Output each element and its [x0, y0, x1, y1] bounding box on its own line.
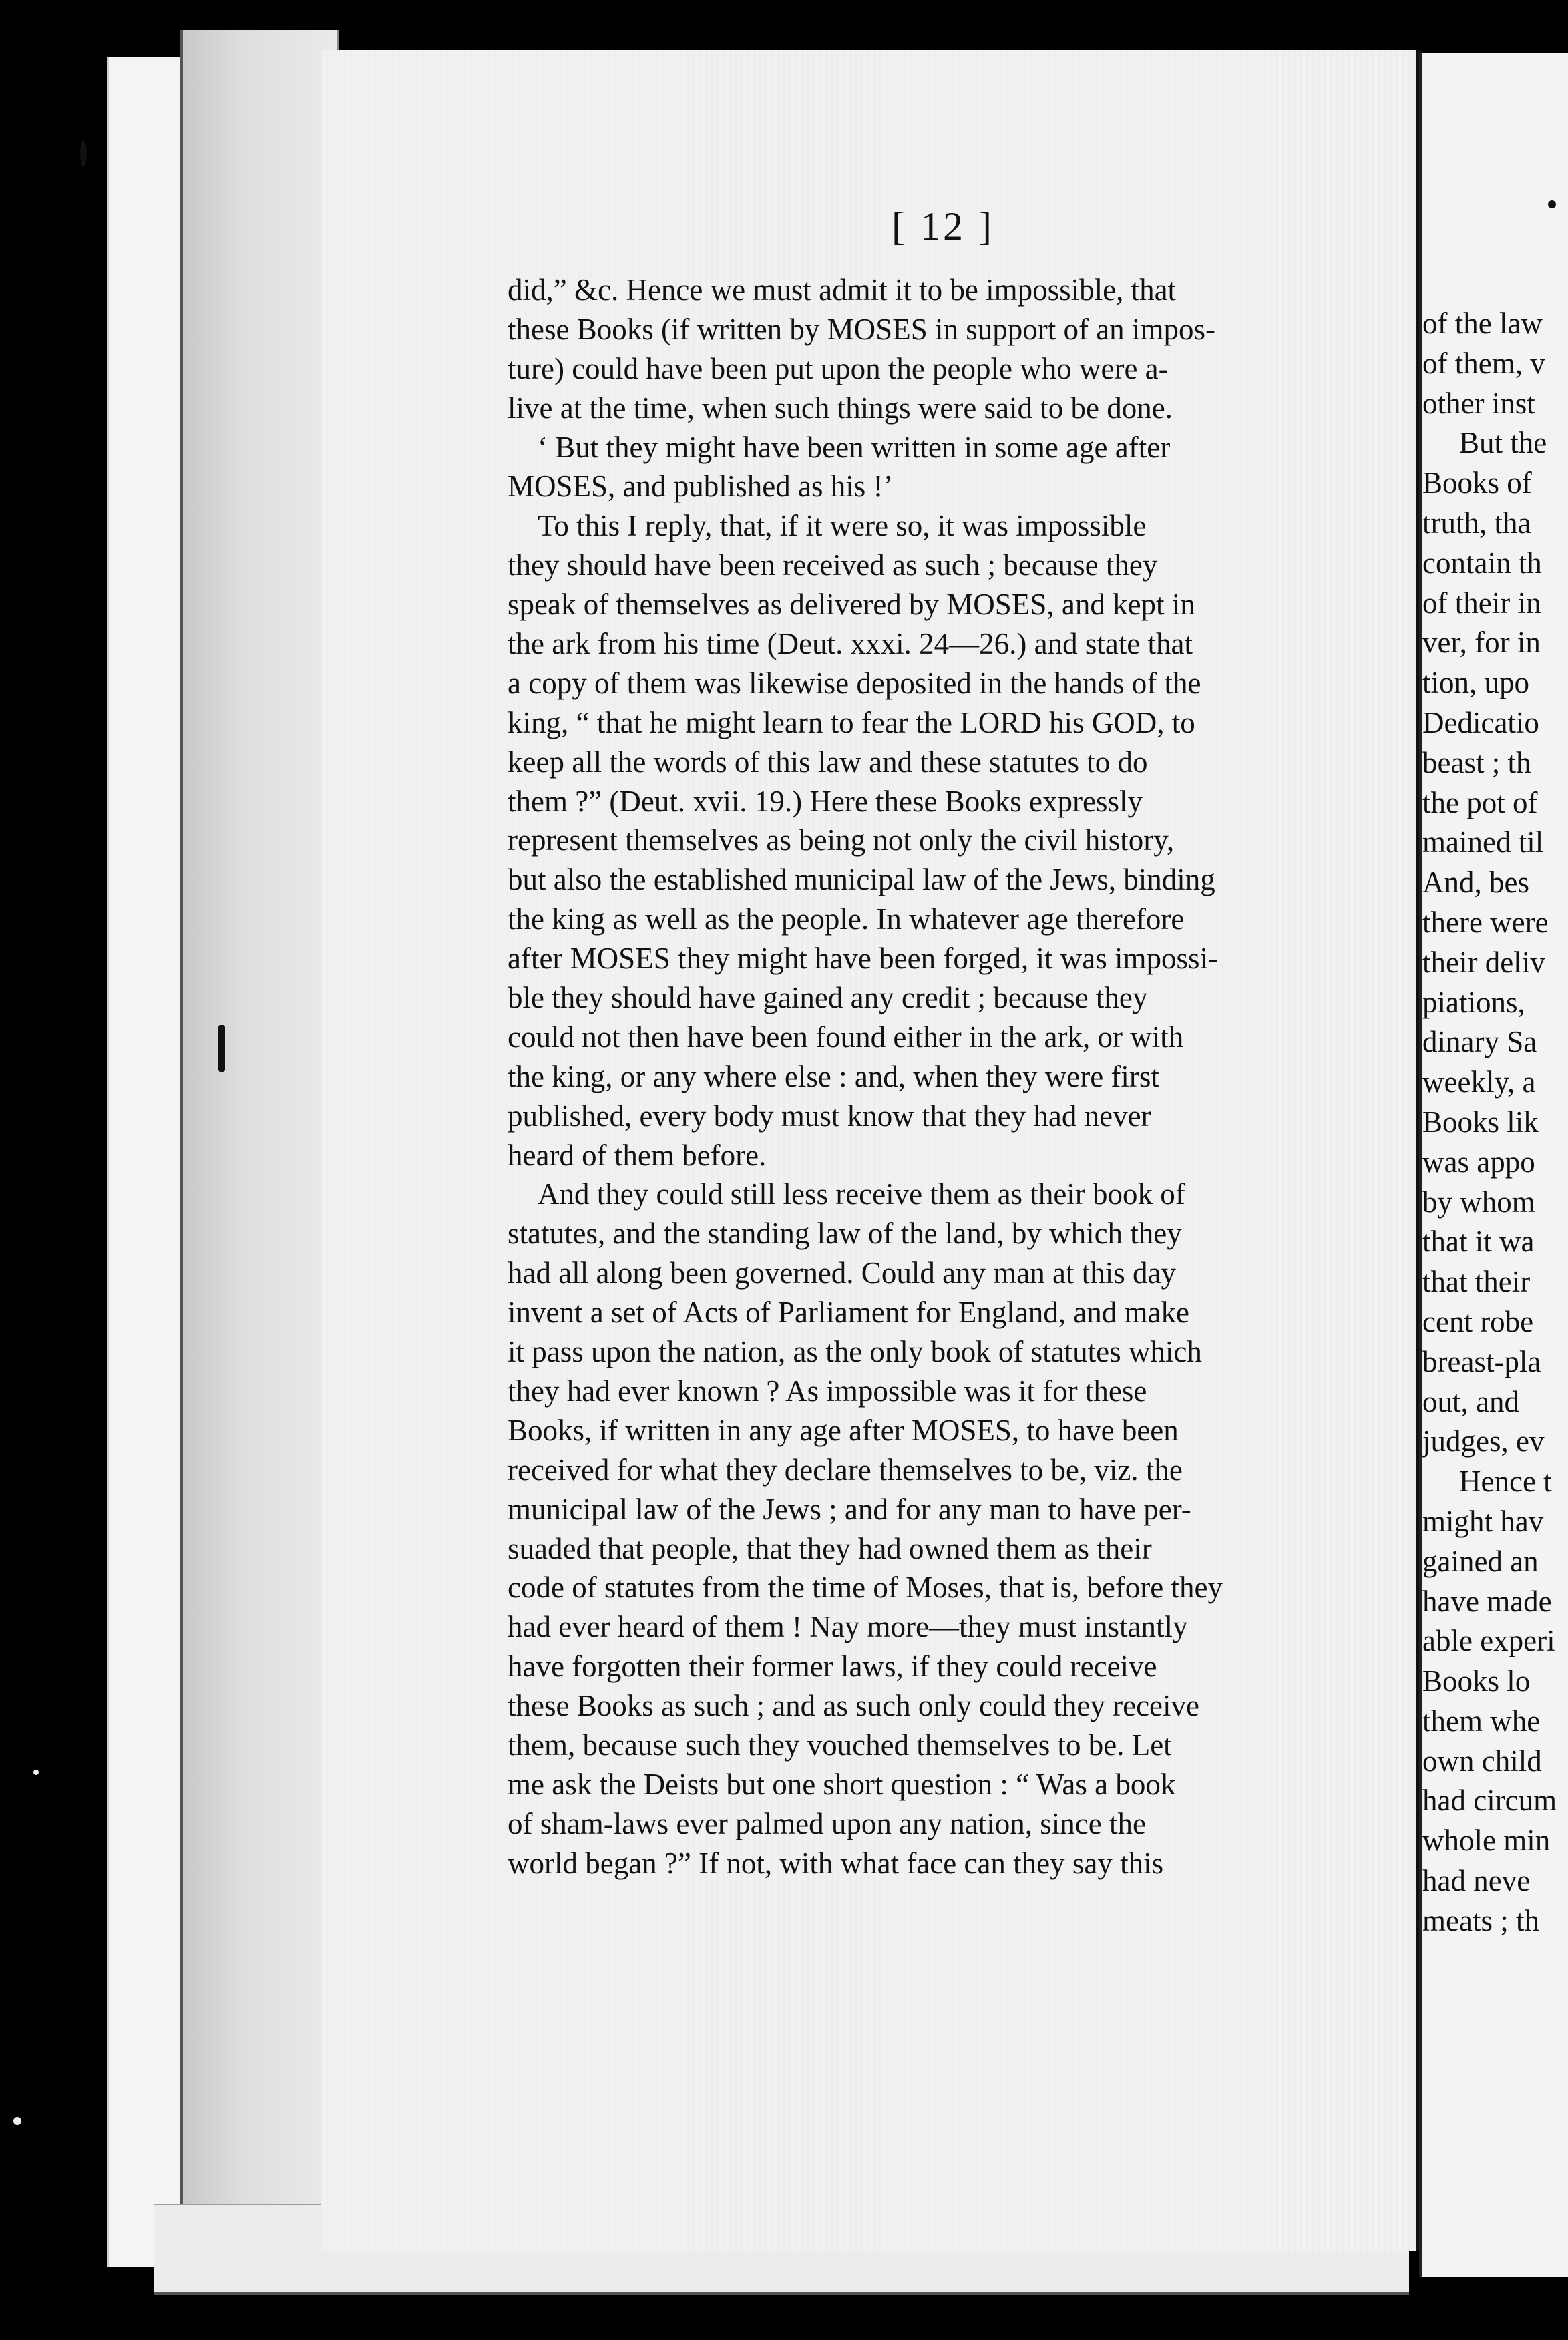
text-line: mained til: [1422, 825, 1544, 859]
text-line: invent a set of Acts of Parliament for England, and make: [508, 1296, 1189, 1330]
text-line: able experi: [1422, 1624, 1555, 1658]
text-line: beast ; th: [1422, 745, 1531, 779]
worn-leaf-edge: [180, 30, 339, 2214]
text-line: represent themselves as being not only the civil history,: [508, 823, 1175, 857]
text-line: world began ?” If not, with what face can they say this: [508, 1846, 1164, 1880]
text-line: had all along been governed. Could any man at this day: [508, 1256, 1176, 1290]
text-line: judges, ev: [1422, 1424, 1545, 1458]
text-line: there were: [1422, 905, 1549, 939]
text-line: meats ; th: [1422, 1903, 1539, 1937]
left-page-body-text: [508, 270, 1402, 1883]
text-line: municipal law of the Jews ; and for any man to have per-: [508, 1492, 1191, 1526]
text-line: And, bes: [1422, 865, 1529, 900]
scan-speck: [218, 1025, 225, 1072]
text-line: And they could still less receive them as their book of: [538, 1177, 1185, 1211]
text-line: But the: [1459, 426, 1547, 460]
text-line: of sham-laws ever palmed upon any nation, since the: [508, 1806, 1146, 1840]
text-line: them ?” (Deut. xvii. 19.) Here these Books expressly: [508, 784, 1143, 818]
text-line: statutes, and the standing law of the land, by which they: [508, 1217, 1182, 1251]
text-line: MOSES, and published as his !’: [508, 469, 894, 504]
text-line: by whom: [1422, 1185, 1535, 1219]
text-line: of the law: [1422, 307, 1543, 340]
text-line: cent robe: [1422, 1304, 1534, 1338]
text-line: Books lik: [1422, 1105, 1539, 1139]
text-line: might hav: [1422, 1504, 1544, 1538]
text-line: their deliv: [1422, 945, 1545, 979]
scan-speck: [13, 2117, 21, 2125]
text-line: they had ever known ? As impossible was it for these: [508, 1374, 1147, 1408]
text-line: them, because such they vouched themselves to be. Let: [508, 1728, 1172, 1762]
text-line: ble they should have gained any credit ; because they: [508, 981, 1148, 1015]
text-line: contain th: [1422, 546, 1542, 580]
text-line: could not then have been found either in the ark, or with: [508, 1020, 1184, 1054]
right-page-body-text: [1422, 304, 1568, 1941]
text-line: had circum: [1422, 1784, 1557, 1818]
text-line: had neve: [1422, 1864, 1531, 1898]
text-line: dinary Sa: [1422, 1025, 1537, 1059]
text-line: other inst: [1422, 386, 1535, 420]
text-line: truth, tha: [1422, 506, 1531, 540]
text-line: whole min: [1422, 1824, 1551, 1858]
text-line: Dedicatio: [1422, 705, 1539, 739]
page-number-header: [ 12 ]: [892, 204, 994, 248]
text-line: but also the established municipal law of the Jews, binding: [508, 863, 1215, 897]
text-line: weekly, a: [1422, 1065, 1536, 1099]
text-line: the pot of: [1422, 785, 1538, 819]
text-line: had ever heard of them ! Nay more—they must instantly: [508, 1610, 1188, 1644]
text-line: published, every body must know that they had never: [508, 1099, 1151, 1133]
text-line: own child: [1422, 1744, 1542, 1778]
text-line: speak of themselves as delivered by MOSES, and kept in: [508, 588, 1195, 622]
text-line: Books lo: [1422, 1664, 1531, 1698]
text-line: Books, if written in any age after MOSES, to have been: [508, 1413, 1179, 1447]
text-line: a copy of them was likewise deposited in the hands of the: [508, 666, 1201, 700]
text-line: that it wa: [1422, 1225, 1535, 1259]
text-line: ‘ But they might have been written in some age after: [538, 430, 1171, 464]
scan-speck: [80, 140, 87, 167]
text-line: that their: [1422, 1265, 1531, 1299]
text-line: they should have been received as such ; because they: [508, 548, 1158, 582]
text-line: heard of them before.: [508, 1138, 767, 1172]
text-line: have made: [1422, 1584, 1552, 1618]
text-line: tion, upo: [1422, 666, 1530, 700]
text-line: these Books as such ; and as such only could they receive: [508, 1689, 1199, 1723]
text-line: these Books (if written by MOSES in support of an impos-: [508, 312, 1215, 346]
text-line: have forgotten their former laws, if they could receive: [508, 1649, 1157, 1684]
text-line: received for what they declare themselves to be, viz. the: [508, 1452, 1183, 1487]
text-line: it pass upon the nation, as the only book of statutes which: [508, 1335, 1202, 1369]
text-line: piations,: [1422, 985, 1525, 1019]
text-line: live at the time, when such things were said to be done.: [508, 391, 1173, 425]
text-line: of their in: [1422, 586, 1541, 620]
text-line: To this I reply, that, if it were so, it was impossible: [538, 509, 1147, 543]
scan-speck: [1548, 200, 1556, 208]
text-line: was appo: [1422, 1145, 1535, 1179]
text-line: ver, for in: [1422, 626, 1541, 660]
scan-speck: [33, 1770, 39, 1775]
text-line: code of statutes from the time of Moses, that is, before they: [508, 1571, 1223, 1605]
text-line: after MOSES they might have been forged, it was impossi-: [508, 942, 1218, 976]
text-line: suaded that people, that they had owned them as their: [508, 1531, 1152, 1565]
text-line: out, and: [1422, 1384, 1519, 1418]
text-line: king, “ that he might learn to fear the LORD his GOD, to: [508, 705, 1195, 739]
text-line: breast-pla: [1422, 1344, 1541, 1378]
text-line: keep all the words of this law and these statutes to do: [508, 745, 1148, 779]
text-line: them whe: [1422, 1704, 1541, 1738]
text-line: did,” &c. Hence we must admit it to be impossible, that: [508, 273, 1177, 307]
text-line: Books of: [1422, 466, 1532, 500]
text-line: the ark from his time (Deut. xxxi. 24—26.) and state that: [508, 627, 1193, 661]
text-line: of them, v: [1422, 346, 1545, 380]
text-line: Hence t: [1459, 1465, 1552, 1499]
text-line: ture) could have been put upon the people who were a-: [508, 351, 1169, 385]
text-line: gained an: [1422, 1544, 1539, 1578]
text-line: the king, or any where else : and, when they were first: [508, 1059, 1159, 1093]
text-line: me ask the Deists but one short question : “ Was a book: [508, 1767, 1176, 1801]
text-line: the king as well as the people. In whatever age therefore: [508, 902, 1185, 936]
